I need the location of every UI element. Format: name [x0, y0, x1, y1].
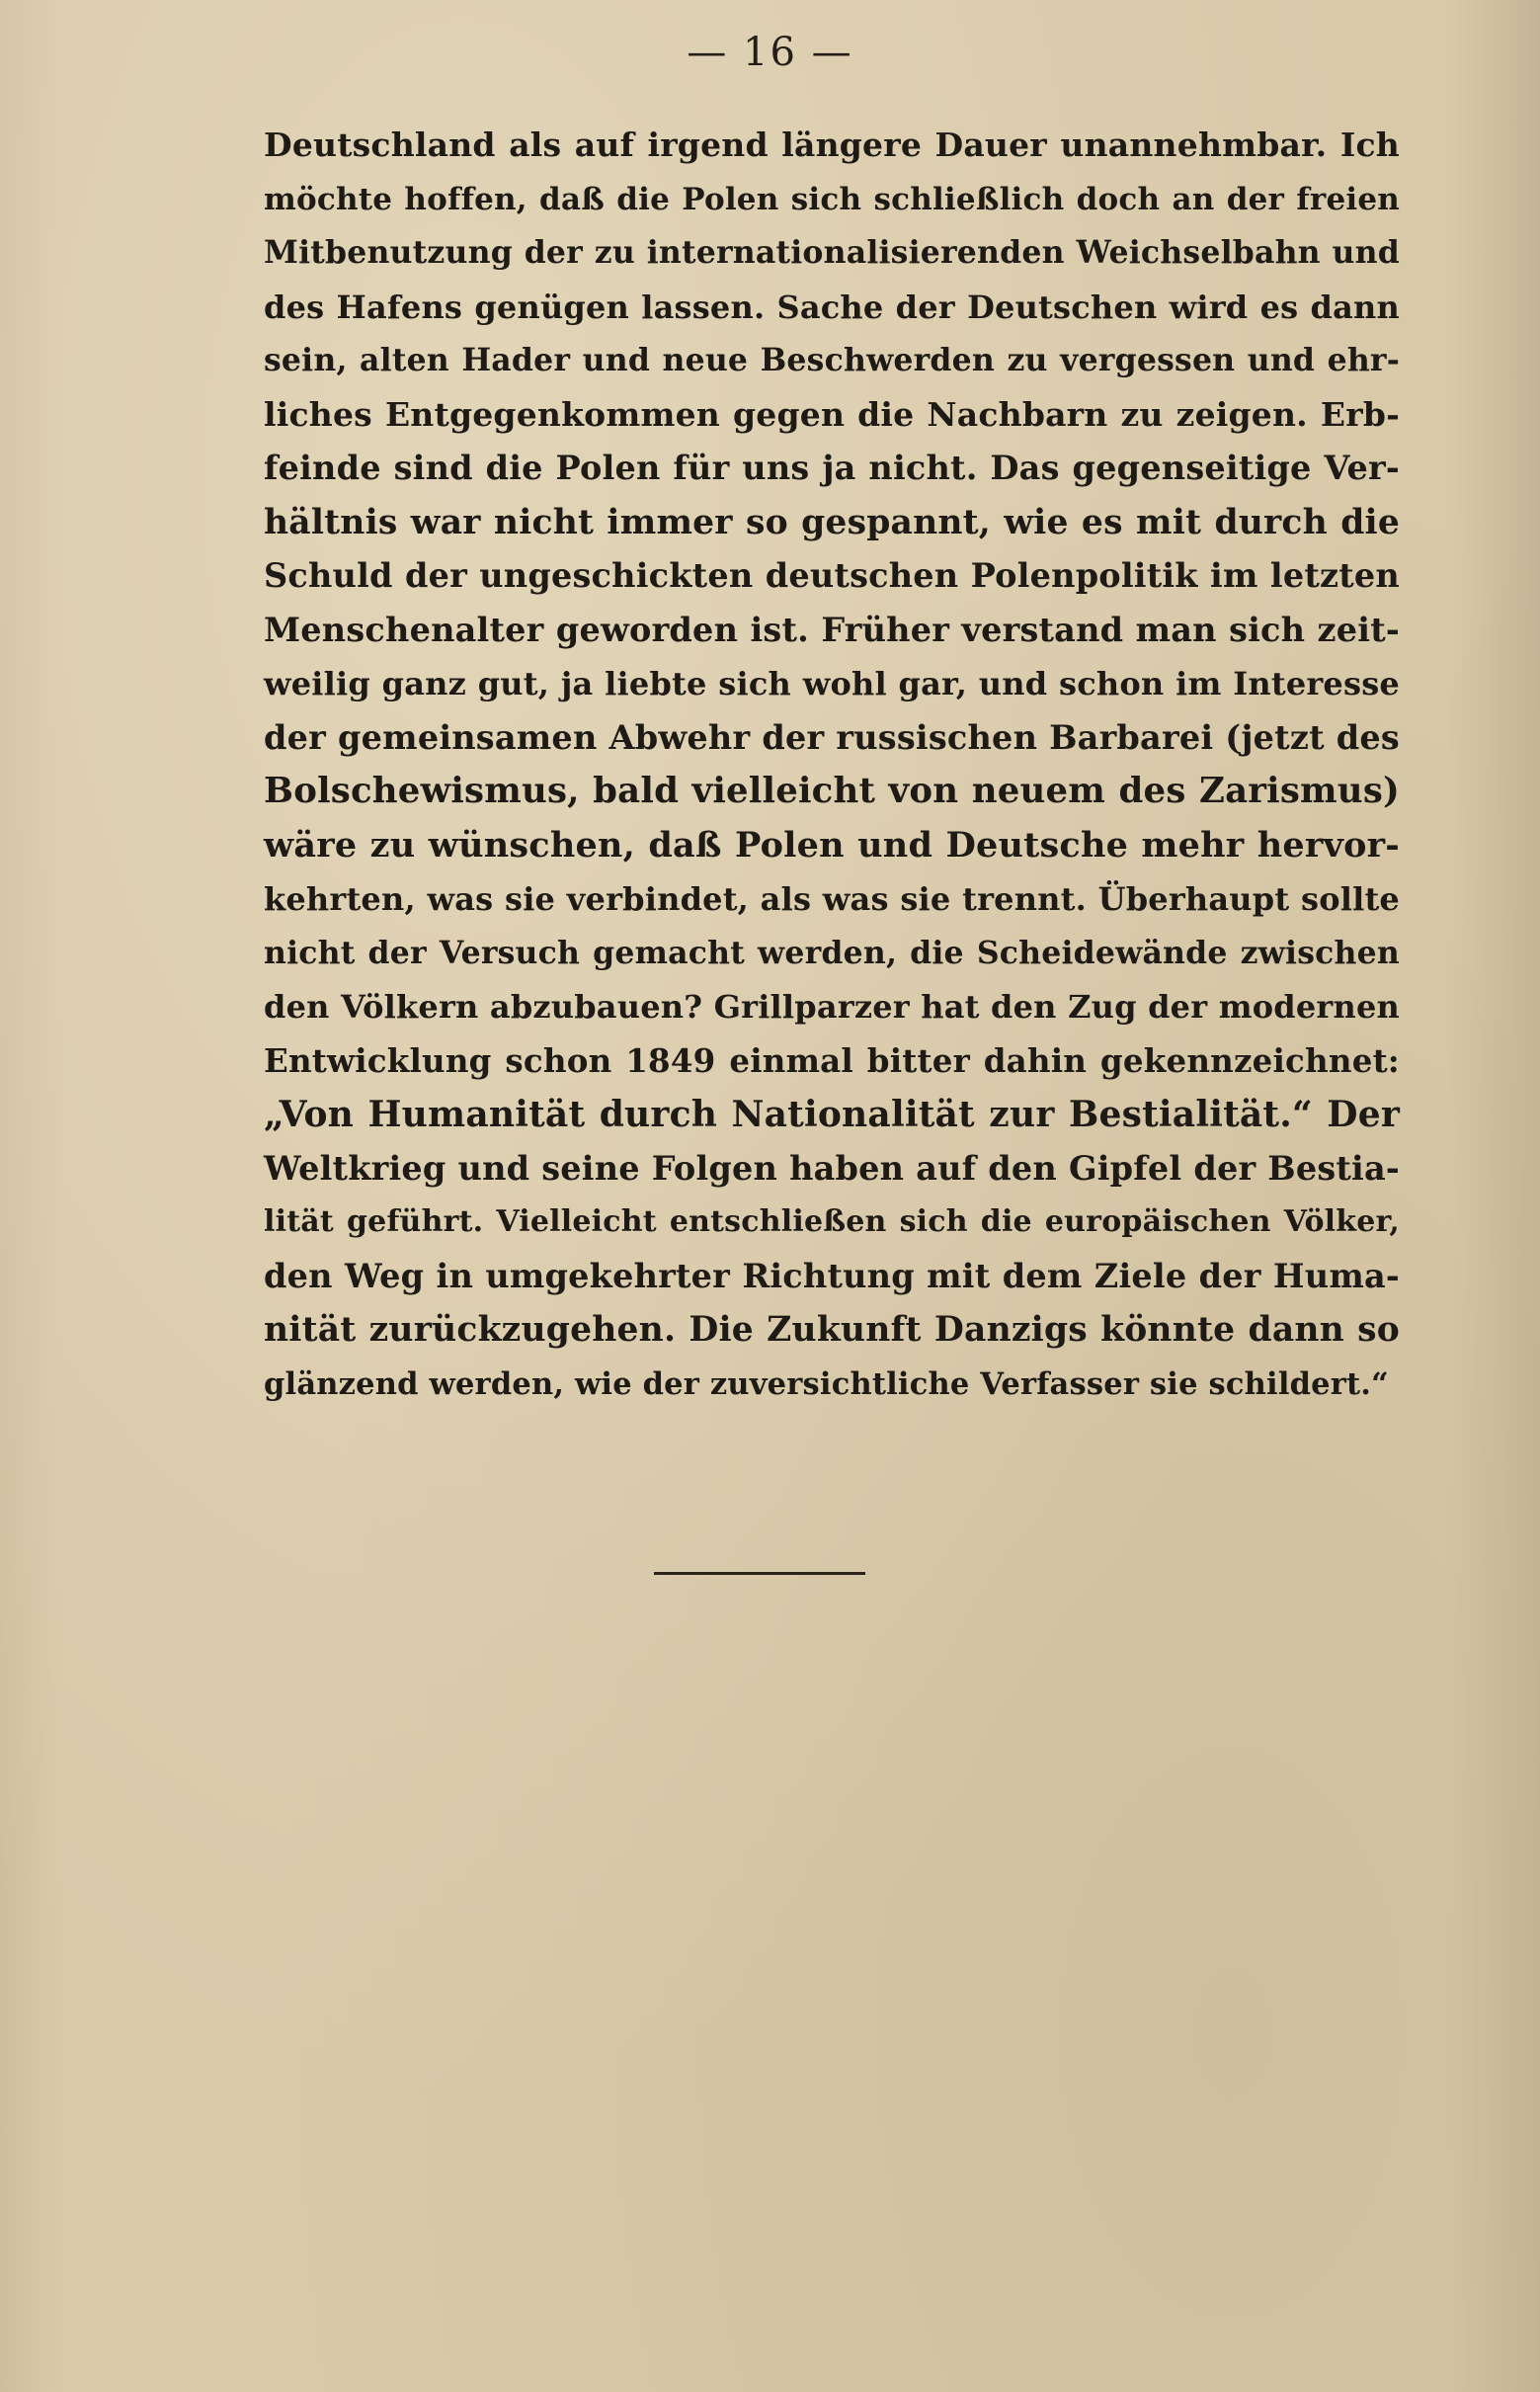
text-line: weilig ganz gut, ja liebte sich wohl gar, und schon im Interesse	[264, 665, 1400, 702]
text-line: Mitbenutzung der zu internationalisierenden Weichselbahn und	[264, 234, 1400, 271]
text-line: nicht der Versuch gemacht werden, die Scheidewände zwischen	[264, 934, 1400, 971]
text-line: Schuld der ungeschickten deutschen Polenpolitik im letzten	[264, 556, 1400, 595]
text-line: den Völkern abzubauen? Grillparzer hat den Zug der modernen	[264, 988, 1400, 1026]
text-line: nität zurückzugehen. Die Zukunft Danzigs könnte dann so	[264, 1310, 1400, 1350]
text-line: feinde sind die Polen für uns ja nicht. Das gegenseitige Ver-	[264, 449, 1400, 487]
text-line: liches Entgegenkommen gegen die Nachbarn zu zeigen. Erb-	[264, 394, 1400, 434]
section-end-rule	[654, 1572, 865, 1575]
text-line: den Weg in umgekehrter Richtung mit dem Ziele der Huma-	[264, 1256, 1400, 1295]
text-line: Deutschland als auf irgend längere Dauer unannehmbar. Ich	[264, 125, 1400, 164]
text-line: Entwicklung schon 1849 einmal bitter dahin gekennzeichnet:	[264, 1040, 1400, 1080]
text-line: Weltkrieg und seine Folgen haben auf den Gipfel der Bestia-	[264, 1148, 1400, 1188]
text-line: lität geführt. Vielleicht entschließen sich die europäischen Völker,	[264, 1204, 1400, 1239]
text-line: Menschenalter geworden ist. Früher verstand man sich zeit-	[264, 610, 1400, 649]
text-line: kehrten, was sie verbindet, als was sie trennt. Überhaupt sollte	[264, 880, 1400, 918]
text-line: wäre zu wünschen, daß Polen und Deutsche mehr hervor-	[264, 824, 1400, 866]
text-line: „Von Humanität durch Nationalität zur Bestialität.“ Der	[264, 1094, 1400, 1135]
text-line: des Hafens genügen lassen. Sache der Deutschen wird es dann	[264, 288, 1400, 326]
text-line: sein, alten Hader und neue Beschwerden zu vergessen und ehr-	[264, 342, 1400, 378]
text-line: möchte hoffen, daß die Polen sich schließlich doch an der freien	[264, 181, 1400, 217]
text-line: hältnis war nicht immer so gespannt, wie es mit durch die	[264, 502, 1400, 542]
text-line: der gemeinsamen Abwehr der russischen Barbarei (jetzt des	[264, 717, 1400, 757]
text-line: Bolschewismus, bald vielleicht von neuem des Zarismus)	[264, 771, 1400, 811]
body-text	[264, 119, 1400, 1411]
text-line: glänzend werden, wie der zuversichtliche Verfasser sie schildert.“	[264, 1365, 1389, 1402]
page-number: — 16 —	[687, 30, 853, 75]
